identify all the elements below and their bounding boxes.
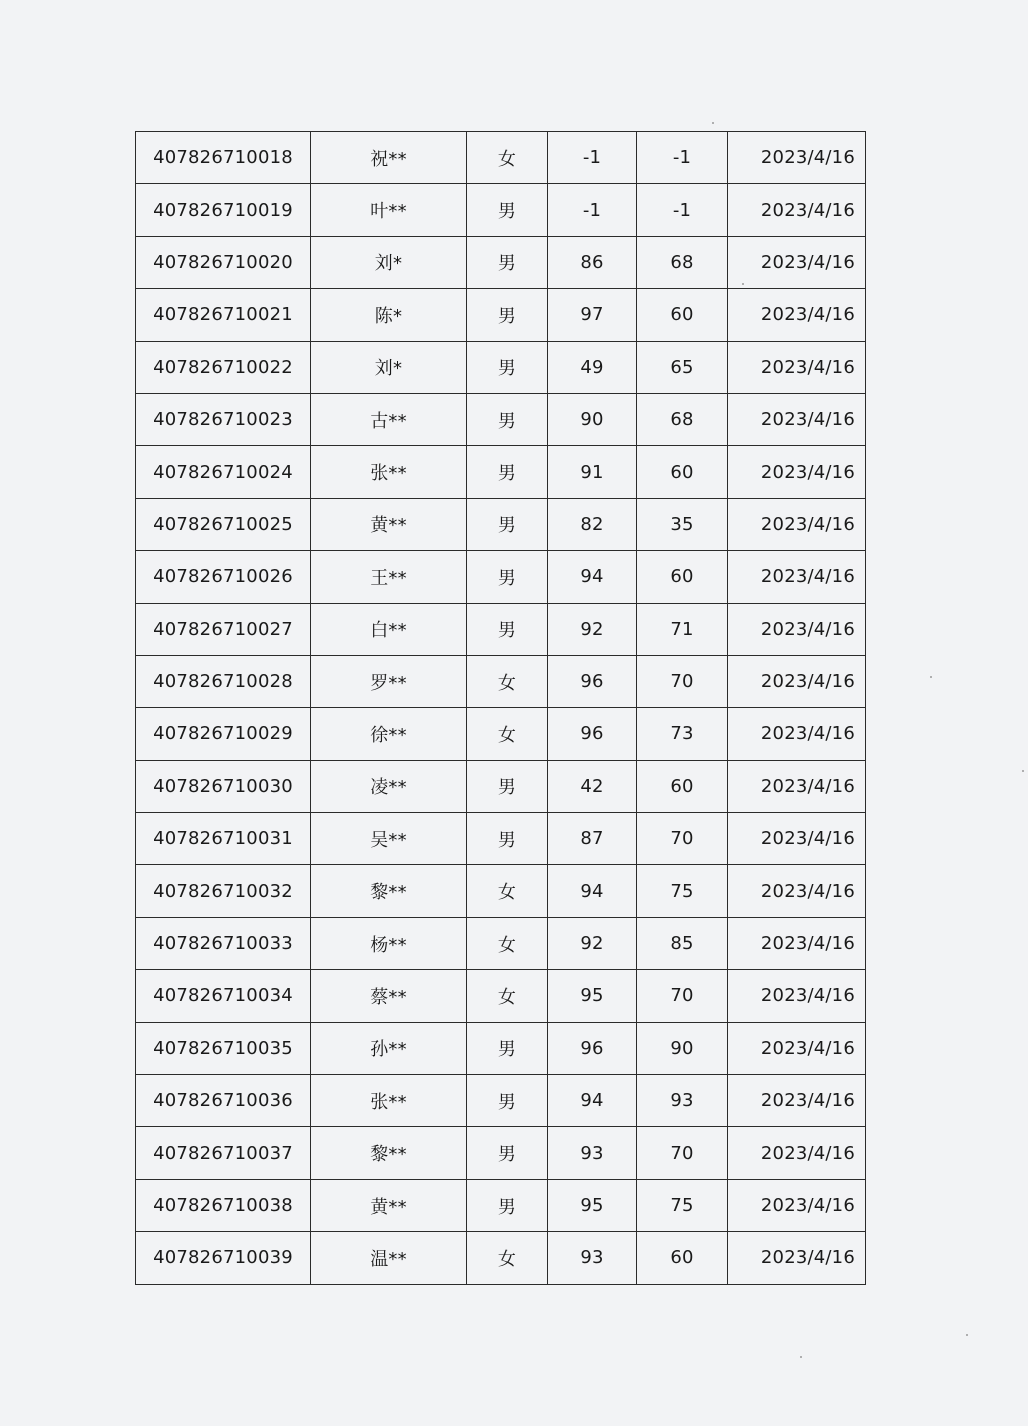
name-cell: 叶** bbox=[311, 184, 467, 236]
name-cell: 祝** bbox=[311, 132, 467, 184]
date-cell: 2023/4/16 bbox=[728, 1127, 866, 1179]
score-2-cell: 75 bbox=[637, 1179, 728, 1231]
gender-cell: 女 bbox=[467, 970, 548, 1022]
score-1-cell: 91 bbox=[548, 446, 637, 498]
candidate-id-cell: 407826710029 bbox=[136, 708, 311, 760]
candidate-id-cell: 407826710035 bbox=[136, 1022, 311, 1074]
date-cell: 2023/4/16 bbox=[728, 289, 866, 341]
date-cell: 2023/4/16 bbox=[728, 917, 866, 969]
name-cell: 黎** bbox=[311, 865, 467, 917]
table-row bbox=[136, 341, 866, 393]
table-row bbox=[136, 289, 866, 341]
score-2-cell: 60 bbox=[637, 1232, 728, 1284]
date-cell: 2023/4/16 bbox=[728, 132, 866, 184]
date-cell: 2023/4/16 bbox=[728, 551, 866, 603]
gender-cell: 男 bbox=[467, 603, 548, 655]
candidate-id-cell: 407826710018 bbox=[136, 132, 311, 184]
date-cell: 2023/4/16 bbox=[728, 236, 866, 288]
date-cell: 2023/4/16 bbox=[728, 603, 866, 655]
table-row bbox=[136, 551, 866, 603]
score-2-cell: 68 bbox=[637, 236, 728, 288]
table-row bbox=[136, 970, 866, 1022]
candidate-id-cell: 407826710033 bbox=[136, 917, 311, 969]
score-1-cell: -1 bbox=[548, 184, 637, 236]
score-2-cell: 71 bbox=[637, 603, 728, 655]
name-cell: 吴** bbox=[311, 813, 467, 865]
date-cell: 2023/4/16 bbox=[728, 708, 866, 760]
score-2-cell: 73 bbox=[637, 708, 728, 760]
name-cell: 蔡** bbox=[311, 970, 467, 1022]
gender-cell: 男 bbox=[467, 393, 548, 445]
score-2-cell: 70 bbox=[637, 655, 728, 707]
gender-cell: 女 bbox=[467, 1232, 548, 1284]
gender-cell: 男 bbox=[467, 341, 548, 393]
table-row bbox=[136, 917, 866, 969]
name-cell: 凌** bbox=[311, 760, 467, 812]
table-row bbox=[136, 498, 866, 550]
date-cell: 2023/4/16 bbox=[728, 184, 866, 236]
date-cell: 2023/4/16 bbox=[728, 446, 866, 498]
table-row bbox=[136, 1127, 866, 1179]
score-2-cell: 85 bbox=[637, 917, 728, 969]
table-row bbox=[136, 184, 866, 236]
table-row bbox=[136, 865, 866, 917]
score-1-cell: 96 bbox=[548, 708, 637, 760]
name-cell: 张** bbox=[311, 446, 467, 498]
date-cell: 2023/4/16 bbox=[728, 341, 866, 393]
candidate-id-cell: 407826710030 bbox=[136, 760, 311, 812]
gender-cell: 男 bbox=[467, 289, 548, 341]
gender-cell: 男 bbox=[467, 1022, 548, 1074]
score-2-cell: 68 bbox=[637, 393, 728, 445]
candidate-id-cell: 407826710032 bbox=[136, 865, 311, 917]
score-1-cell: 49 bbox=[548, 341, 637, 393]
score-2-cell: 60 bbox=[637, 289, 728, 341]
score-2-cell: 70 bbox=[637, 813, 728, 865]
score-2-cell: 75 bbox=[637, 865, 728, 917]
table-row bbox=[136, 1075, 866, 1127]
score-1-cell: 96 bbox=[548, 1022, 637, 1074]
gender-cell: 女 bbox=[467, 865, 548, 917]
date-cell: 2023/4/16 bbox=[728, 1179, 866, 1231]
score-1-cell: 82 bbox=[548, 498, 637, 550]
name-cell: 黄** bbox=[311, 498, 467, 550]
table-row bbox=[136, 760, 866, 812]
scan-speck bbox=[800, 1356, 802, 1358]
score-1-cell: 94 bbox=[548, 1075, 637, 1127]
score-1-cell: 97 bbox=[548, 289, 637, 341]
date-cell: 2023/4/16 bbox=[728, 865, 866, 917]
candidate-id-cell: 407826710039 bbox=[136, 1232, 311, 1284]
date-cell: 2023/4/16 bbox=[728, 1022, 866, 1074]
gender-cell: 女 bbox=[467, 917, 548, 969]
date-cell: 2023/4/16 bbox=[728, 498, 866, 550]
score-1-cell: 93 bbox=[548, 1232, 637, 1284]
score-1-cell: 92 bbox=[548, 917, 637, 969]
candidate-id-cell: 407826710023 bbox=[136, 393, 311, 445]
scan-speck bbox=[712, 122, 714, 124]
name-cell: 杨** bbox=[311, 917, 467, 969]
name-cell: 徐** bbox=[311, 708, 467, 760]
scan-speck bbox=[930, 676, 932, 678]
score-table bbox=[135, 131, 866, 1285]
candidate-id-cell: 407826710019 bbox=[136, 184, 311, 236]
candidate-id-cell: 407826710028 bbox=[136, 655, 311, 707]
gender-cell: 男 bbox=[467, 551, 548, 603]
scan-speck bbox=[966, 1334, 968, 1336]
score-1-cell: 90 bbox=[548, 393, 637, 445]
name-cell: 刘* bbox=[311, 341, 467, 393]
table-row bbox=[136, 603, 866, 655]
candidate-id-cell: 407826710026 bbox=[136, 551, 311, 603]
score-1-cell: -1 bbox=[548, 132, 637, 184]
score-1-cell: 87 bbox=[548, 813, 637, 865]
name-cell: 罗** bbox=[311, 655, 467, 707]
score-2-cell: 70 bbox=[637, 970, 728, 1022]
score-1-cell: 94 bbox=[548, 865, 637, 917]
date-cell: 2023/4/16 bbox=[728, 760, 866, 812]
gender-cell: 男 bbox=[467, 1179, 548, 1231]
name-cell: 张** bbox=[311, 1075, 467, 1127]
table-row bbox=[136, 655, 866, 707]
score-table-body bbox=[136, 132, 866, 1285]
score-2-cell: -1 bbox=[637, 132, 728, 184]
table-row bbox=[136, 236, 866, 288]
scan-speck bbox=[742, 283, 744, 285]
candidate-id-cell: 407826710022 bbox=[136, 341, 311, 393]
name-cell: 温** bbox=[311, 1232, 467, 1284]
candidate-id-cell: 407826710037 bbox=[136, 1127, 311, 1179]
gender-cell: 男 bbox=[467, 236, 548, 288]
table-row bbox=[136, 1232, 866, 1284]
score-2-cell: 90 bbox=[637, 1022, 728, 1074]
table-row bbox=[136, 393, 866, 445]
score-1-cell: 92 bbox=[548, 603, 637, 655]
gender-cell: 男 bbox=[467, 446, 548, 498]
candidate-id-cell: 407826710034 bbox=[136, 970, 311, 1022]
score-2-cell: 93 bbox=[637, 1075, 728, 1127]
candidate-id-cell: 407826710027 bbox=[136, 603, 311, 655]
gender-cell: 男 bbox=[467, 1075, 548, 1127]
date-cell: 2023/4/16 bbox=[728, 970, 866, 1022]
date-cell: 2023/4/16 bbox=[728, 1232, 866, 1284]
name-cell: 古** bbox=[311, 393, 467, 445]
candidate-id-cell: 407826710020 bbox=[136, 236, 311, 288]
gender-cell: 男 bbox=[467, 760, 548, 812]
name-cell: 刘* bbox=[311, 236, 467, 288]
score-2-cell: 60 bbox=[637, 551, 728, 603]
gender-cell: 女 bbox=[467, 132, 548, 184]
candidate-id-cell: 407826710025 bbox=[136, 498, 311, 550]
scan-speck bbox=[1022, 770, 1024, 772]
name-cell: 白** bbox=[311, 603, 467, 655]
table-row bbox=[136, 446, 866, 498]
score-2-cell: 70 bbox=[637, 1127, 728, 1179]
candidate-id-cell: 407826710021 bbox=[136, 289, 311, 341]
gender-cell: 男 bbox=[467, 813, 548, 865]
score-2-cell: 65 bbox=[637, 341, 728, 393]
table-row bbox=[136, 1179, 866, 1231]
date-cell: 2023/4/16 bbox=[728, 813, 866, 865]
candidate-id-cell: 407826710038 bbox=[136, 1179, 311, 1231]
score-2-cell: 60 bbox=[637, 760, 728, 812]
table-row bbox=[136, 132, 866, 184]
name-cell: 孙** bbox=[311, 1022, 467, 1074]
score-2-cell: -1 bbox=[637, 184, 728, 236]
candidate-id-cell: 407826710036 bbox=[136, 1075, 311, 1127]
gender-cell: 女 bbox=[467, 708, 548, 760]
gender-cell: 男 bbox=[467, 498, 548, 550]
table-row bbox=[136, 708, 866, 760]
date-cell: 2023/4/16 bbox=[728, 655, 866, 707]
name-cell: 陈* bbox=[311, 289, 467, 341]
candidate-id-cell: 407826710024 bbox=[136, 446, 311, 498]
candidate-id-cell: 407826710031 bbox=[136, 813, 311, 865]
score-1-cell: 96 bbox=[548, 655, 637, 707]
date-cell: 2023/4/16 bbox=[728, 393, 866, 445]
table-row bbox=[136, 813, 866, 865]
name-cell: 黎** bbox=[311, 1127, 467, 1179]
score-1-cell: 93 bbox=[548, 1127, 637, 1179]
score-1-cell: 95 bbox=[548, 970, 637, 1022]
score-1-cell: 94 bbox=[548, 551, 637, 603]
score-2-cell: 60 bbox=[637, 446, 728, 498]
gender-cell: 男 bbox=[467, 184, 548, 236]
table-row bbox=[136, 1022, 866, 1074]
date-cell: 2023/4/16 bbox=[728, 1075, 866, 1127]
gender-cell: 女 bbox=[467, 655, 548, 707]
name-cell: 王** bbox=[311, 551, 467, 603]
score-1-cell: 95 bbox=[548, 1179, 637, 1231]
score-1-cell: 42 bbox=[548, 760, 637, 812]
gender-cell: 男 bbox=[467, 1127, 548, 1179]
score-2-cell: 35 bbox=[637, 498, 728, 550]
name-cell: 黄** bbox=[311, 1179, 467, 1231]
score-1-cell: 86 bbox=[548, 236, 637, 288]
